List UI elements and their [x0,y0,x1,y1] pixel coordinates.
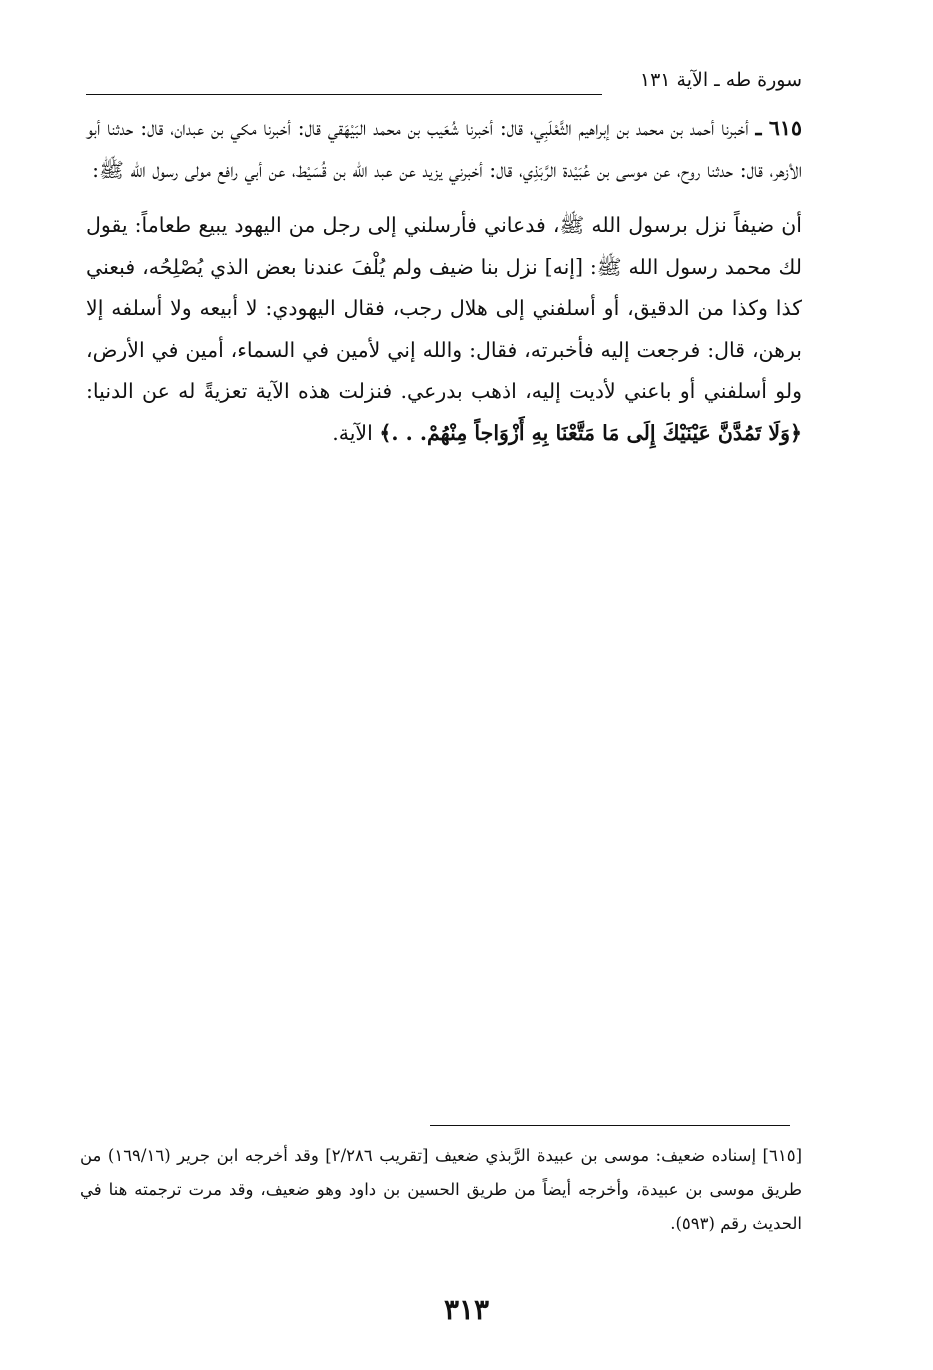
running-header [86,66,802,98]
ayah-suffix: الآية. [332,420,373,445]
running-title: سورة طه ـ الآية ١٣١ [639,69,802,91]
hadith-isnad: أخبرنا أحمد بن محمد بن إبراهيم الثَّعْلَبِي، قال: أخبرنا شُعَيب بن محمد البَيْهَقي قال: أخبرنا مكي بن عبدان، قال: حدثنا أبو الأزهر، قال: حدثنا روح، عن موسى بن عُبَيْدة الرَّبَذِي، قال: أخبرني يزيد عن عبد الله بن قُسَيْط، عن أبي رافع مولى رسول الله ﷺ: [86,116,802,182]
hadith-isnad-paragraph [86,108,802,191]
hadith-matn-paragraph [86,205,802,454]
footnote-rule [430,1125,790,1126]
hadith-text [86,108,802,454]
quran-ayah: ﴿وَلَا تَمُدَّنَّ عَيْنَيْكَ إِلَى مَا مَتَّعْنَا بِهِ أَزْوَاجاً مِنْهُمْ. . .﴾ [379,420,802,445]
page-number: ٣١٣ [443,1293,490,1326]
hadith-matn: أن ضيفاً نزل برسول الله ﷺ، فدعاني فأرسلني إلى رجل من اليهود يبيع طعاماً: يقول لك محمد رسول الله ﷺ: [إنه] نزل بنا ضيف ولم يُلْفَ عندنا بعض الذي يُصْلِحُه، فبعني كذا وكذا من الدقيق، أو أسلفني إلى هلال رجب، فقال اليهودي: لا أبيعه ولا أسلفه إلا برهن، قال: فرجعت إليه فأخبرته، فقال: والله إني لأمين في السماء، أمين في الأرض، ولو أسلفني أو باعني لأديت إليه، اذهب بدرعي. فنزلت هذه الآية تعزيةً له عن الدنيا: [86,213,802,403]
header-rule [86,94,602,95]
footnote: [٦١٥] إسناده ضعيف: موسى بن عبيدة الرَّبذي ضعيف [تقريب ٢/٢٨٦] وقد أخرجه ابن جرير (١٦٩/١٦) من طريق موسى بن عبيدة، وأخرجه أيضاً من طريق الحسين بن داود وهو ضعيف، وقد مرت ترجمته هنا في الحديث رقم (٥٩٣). [80,1146,802,1233]
hadith-number: ٦١٥ ـ [755,116,802,140]
